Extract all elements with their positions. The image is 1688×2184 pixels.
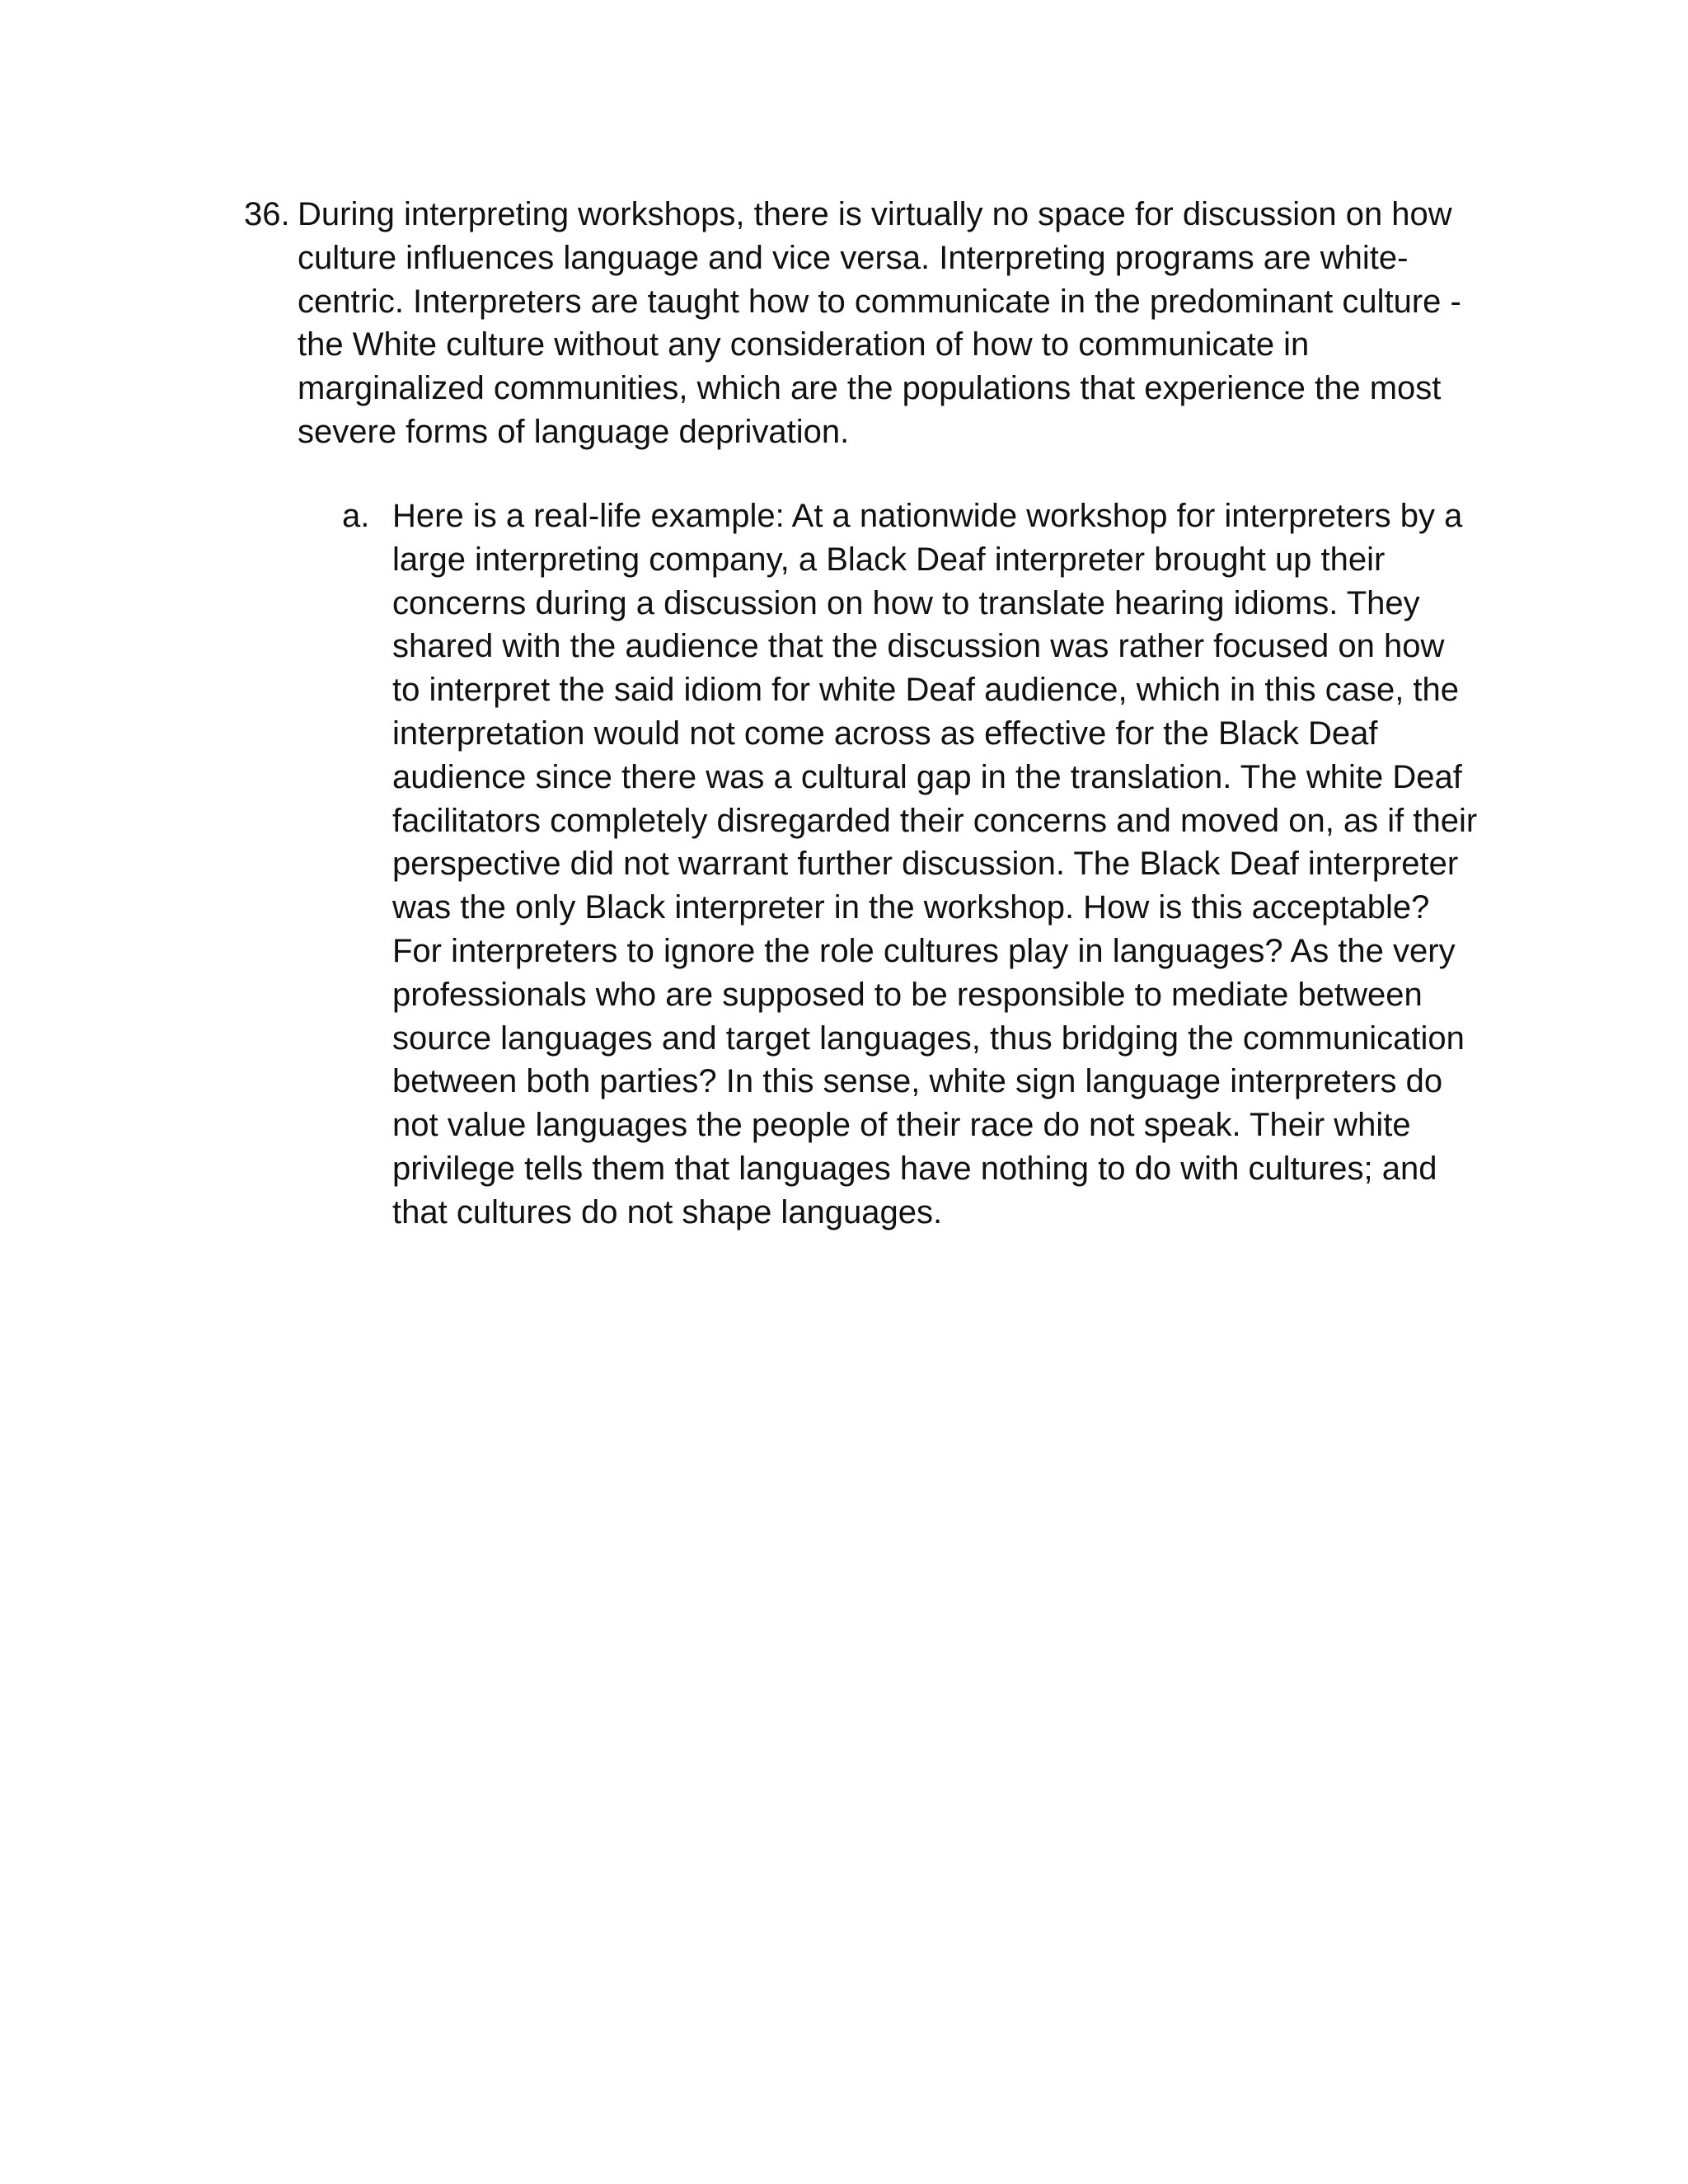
sub-item-a-paragraph (392, 494, 1479, 1235)
text-line: concerns during a discussion on how to translate hearing idioms. They (392, 584, 1420, 621)
item-36-paragraph (298, 193, 1464, 454)
text-line: was the only Black interpreter in the workshop. How is this acceptable? (392, 889, 1430, 926)
text-line: shared with the audience that the discussion was rather focused on how (392, 628, 1445, 665)
text-line: the White culture without any consideration of how to communicate in (298, 326, 1310, 363)
text-line: audience since there was a cultural gap in the translation. The white Deaf (392, 758, 1462, 795)
text-line: severe forms of language deprivation. (298, 413, 850, 450)
text-line: interpretation would not come across as effective for the Black Deaf (392, 715, 1378, 752)
text-line: between both parties? In this sense, white sign language interpreters do (392, 1063, 1443, 1100)
text-line: that cultures do not shape languages. (392, 1193, 943, 1230)
text-line: perspective did not warrant further discussion. The Black Deaf interpreter (392, 846, 1459, 883)
text-line: Here is a real-life example: At a nationwide workshop for interpreters by a (392, 498, 1463, 534)
sub-item-letter: a. (342, 498, 370, 534)
numbered-item-36 (244, 193, 1464, 454)
item-number: 36. (244, 196, 290, 232)
text-line: facilitators completely disregarded their concerns and moved on, as if their (392, 802, 1478, 839)
text-line: During interpreting workshops, there is virtually no space for discussion on how (298, 196, 1452, 232)
text-line: professionals who are supposed to be responsible to mediate between (392, 976, 1423, 1013)
text-line: privilege tells them that languages have nothing to do with cultures; and (392, 1150, 1437, 1187)
text-line: to interpret the said idiom for white Deaf audience, which in this case, the (392, 672, 1460, 709)
sub-item-a (342, 494, 1479, 1235)
text-line: centric. Interpreters are taught how to communicate in the predominant culture - (298, 283, 1461, 320)
text-line: source languages and target languages, thus bridging the communication (392, 1019, 1465, 1057)
text-line: large interpreting company, a Black Deaf interpreter brought up their (392, 541, 1386, 578)
text-line: culture influences language and vice versa. Interpreting programs are white- (298, 239, 1409, 276)
text-line: marginalized communities, which are the populations that experience the most (298, 370, 1442, 407)
text-line: not value languages the people of their race do not speak. Their white (392, 1107, 1411, 1144)
text-line: For interpreters to ignore the role cultures play in languages? As the very (392, 932, 1456, 969)
